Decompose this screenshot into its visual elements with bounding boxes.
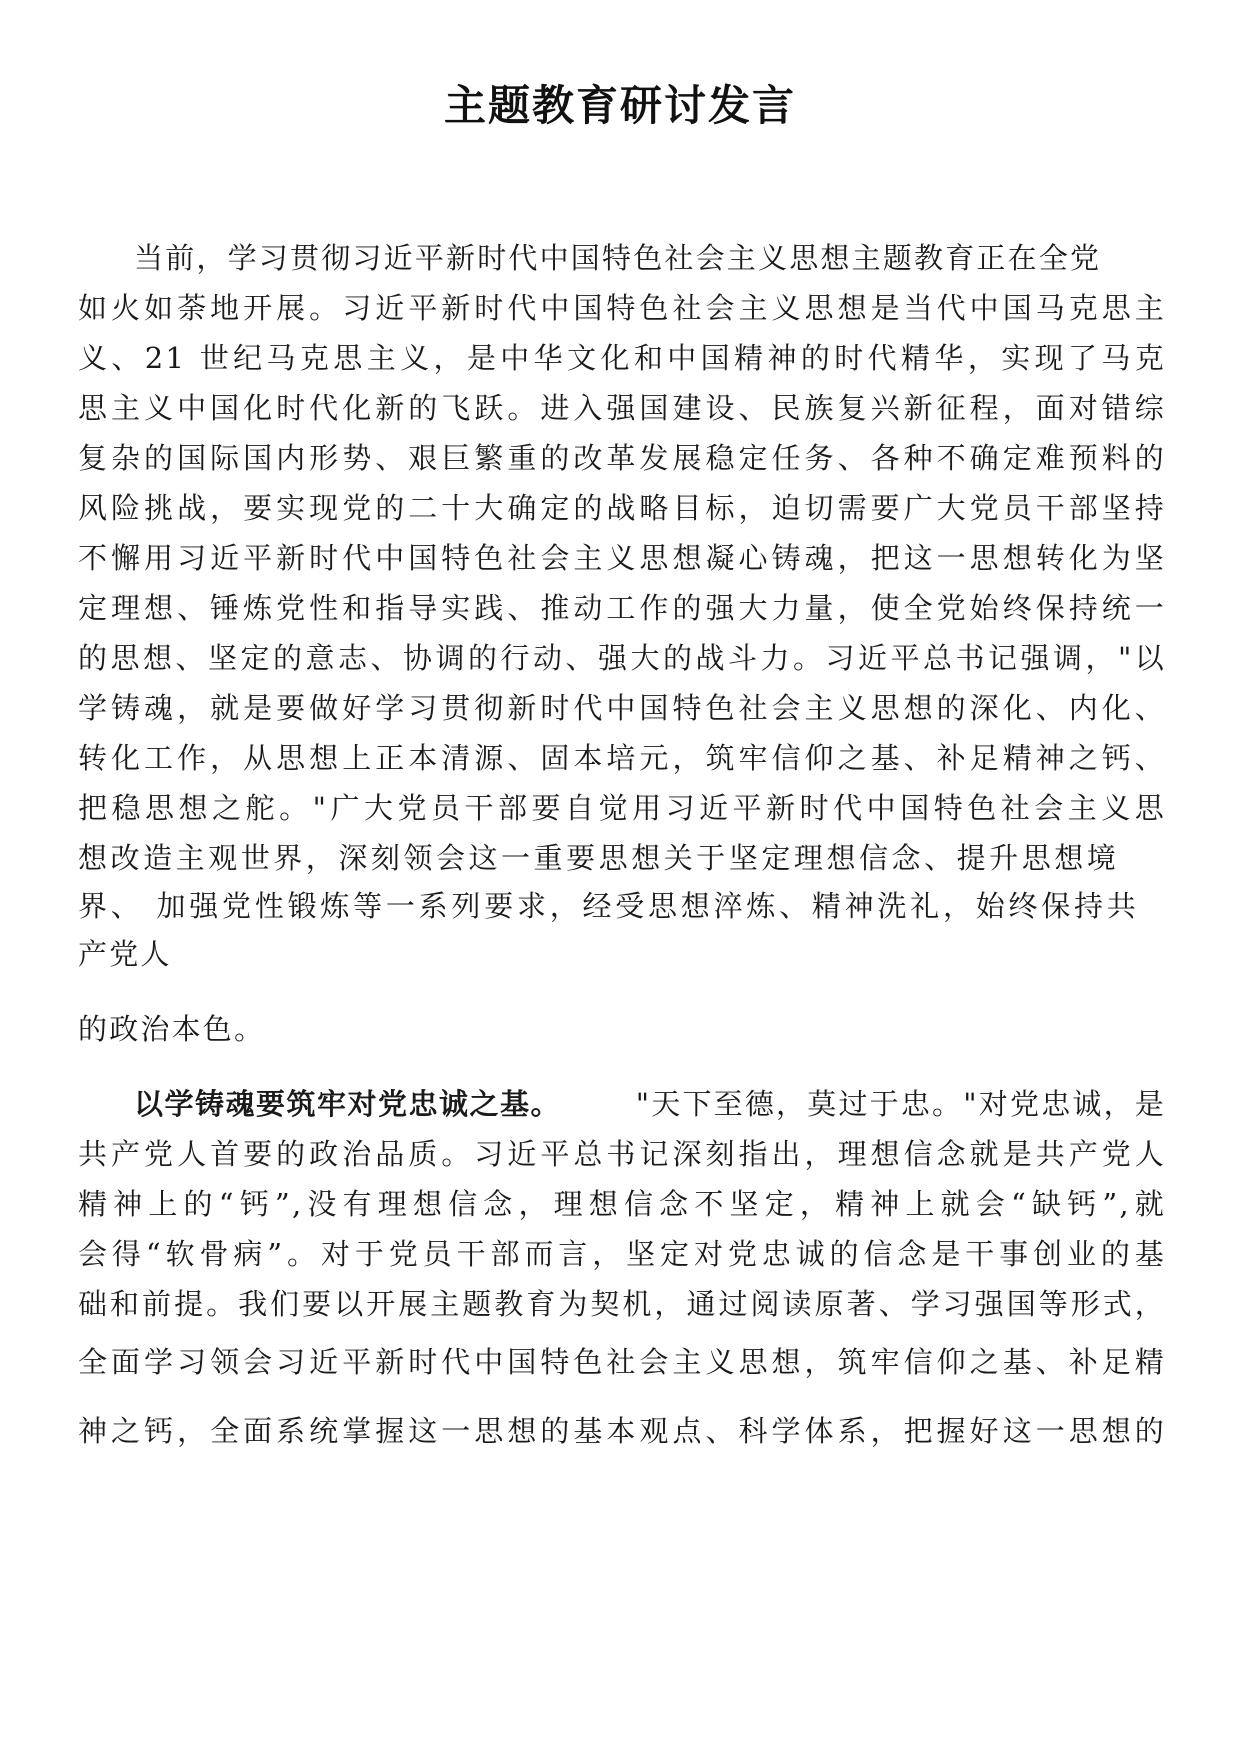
paragraph-2-line-2: 共产党人首要的政治品质。习近平总书记深刻指出，理想信念就是共产党人: [78, 1137, 1166, 1171]
paragraph-2-line-1-rest: "天下至德，莫过于忠。"对党忠诚，是: [635, 1087, 1166, 1121]
paragraph-1-line-16: 的政治本色。: [78, 1012, 266, 1046]
paragraph-1-line-13: 想改造主观世界，深刻领会这一重要思想关于坚定理想信念、提升思想境: [78, 841, 1118, 875]
paragraph-1-line-12: 把稳思想之舵。"广大党员干部要自觉用习近平新时代中国特色社会主义思: [78, 791, 1166, 825]
paragraph-1-line-7: 不懈用习近平新时代中国特色社会主义思想凝心铸魂，把这一思想转化为坚: [78, 541, 1166, 575]
paragraph-1-line-1: 当前，学习贯彻习近平新时代中国特色社会主义思想主题教育正在全党: [134, 241, 1102, 275]
paragraph-2-line-6: 全面学习领会习近平新时代中国特色社会主义思想，筑牢信仰之基、补足精: [78, 1345, 1166, 1379]
paragraph-1-line-15: 产党人: [78, 937, 172, 971]
paragraph-1-line-10: 学铸魂，就是要做好学习贯彻新时代中国特色社会主义思想的深化、内化、: [78, 691, 1166, 725]
paragraph-1-line-2: 如火如荼地开展。习近平新时代中国特色社会主义思想是当代中国马克思主: [78, 291, 1166, 325]
paragraph-2-line-7: 神之钙，全面系统掌握这一思想的基本观点、科学体系，把握好这一思想的: [78, 1414, 1166, 1448]
paragraph-2-line-3: 精神上的“钙”,没有理想信念，理想信念不坚定，精神上就会“缺钙”,就: [78, 1187, 1166, 1221]
paragraph-1-line-3: 义、21 世纪马克思主义，是中华文化和中国精神的时代精华，实现了马克: [78, 341, 1166, 375]
paragraph-1-line-9: 的思想、坚定的意志、协调的行动、强大的战斗力。习近平总书记强调，"以: [78, 641, 1166, 675]
paragraph-2-line-4: 会得“软骨病”。对于党员干部而言，坚定对党忠诚的信念是干事创业的基: [78, 1237, 1166, 1271]
paragraph-1-line-4: 思主义中国化时代化新的飞跃。进入强国建设、民族复兴新征程，面对错综: [78, 391, 1166, 425]
paragraph-1-line-8: 定理想、锤炼党性和指导实践、推动工作的强大力量，使全党始终保持统一: [78, 591, 1166, 625]
paragraph-1-line-11: 转化工作，从思想上正本清源、固本培元，筑牢信仰之基、补足精神之钙、: [78, 741, 1166, 775]
paragraph-1-line-14: 界、 加强党性锻炼等一系列要求，经受思想淬炼、精神洗礼，始终保持共: [78, 889, 1138, 923]
paragraph-2-line-1: [134, 1082, 1166, 1126]
paragraph-1-line-5: 复杂的国际国内形势、艰巨繁重的改革发展稳定任务、各种不确定难预料的: [78, 441, 1166, 475]
page-title: 主题教育研讨发言: [443, 81, 796, 130]
paragraph-1-line-6: 风险挑战，要实现党的二十大确定的战略目标，迫切需要广大党员干部坚持: [78, 491, 1166, 525]
paragraph-2-line-5: 础和前提。我们要以开展主题教育为契机，通过阅读原著、学习强国等形式，: [78, 1287, 1166, 1321]
paragraph-2-heading: 以学铸魂要筑牢对党忠诚之基。: [134, 1087, 562, 1121]
